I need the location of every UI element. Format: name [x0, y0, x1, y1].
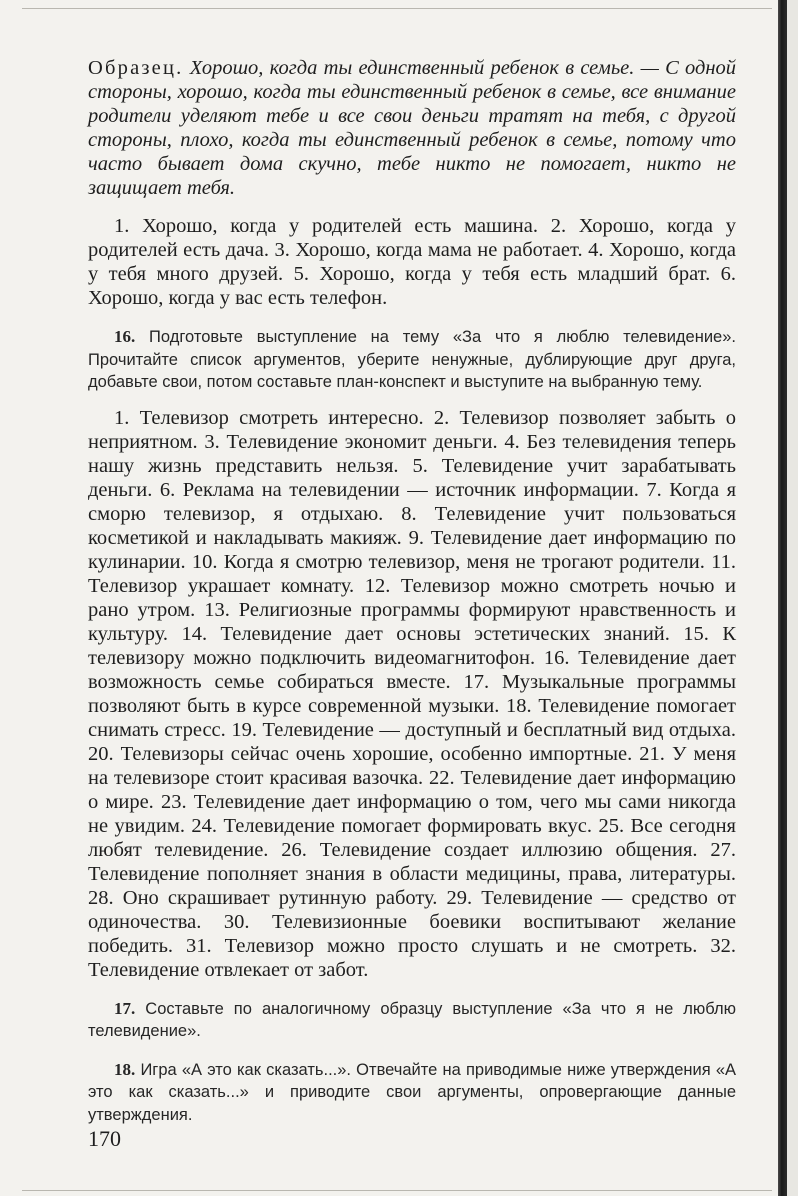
sample-lead: Образец.: [88, 57, 184, 79]
page-number: 170: [88, 1126, 121, 1151]
task-16-text: Подготовьте выступление на тему «За что я люблю телевидение». Прочитайте список аргументов, уберите ненужные, дублирующие друг друга, добавьте свои, потом составьте план-конспект и выступите на выбранную тему.: [88, 328, 736, 391]
task-17: [88, 998, 736, 1043]
sample-paragraph: [88, 56, 736, 200]
list-two: 1. Телевизор смотреть интересно. 2. Телевизор позволяет забыть о неприятном. 3. Телевидение экономит деньги. 4. Без телевидения теперь нашу жизнь представить нельзя. 5. Телевидение учит зарабатывать деньги. 6. Реклама на телевидении — источник информации. 7. Когда я сморю телевизор, я отдыхаю. 8. Телевидение учит пользоваться косметикой и накладывать макияж. 9. Телевидение дает информацию по кулинарии. 10. Когда я смотрю телевизор, меня не трогают родители. 11. Телевизор украшает комнату. 12. Телевизор можно смотреть ночью и рано утром. 13. Религиозные программы формируют нравственность и культуру. 14. Телевидение дает основы эстетических знаний. 15. К телевизору можно подключить видеомагнитофон. 16. Телевидение дает возможность семье собираться вместе. 17. Музыкальные программы позволяют быть в курсе современной музыки. 18. Телевидение помогает снимать стресс. 19. Телевидение — доступный и бесплатный вид отдыха. 20. Телевизоры сейчас очень хорошие, особенно импортные. 21. У меня на телевизоре стоит красивая вазочка. 22. Телевидение дает информацию о мире. 23. Телевидение дает информацию о том, чего мы сами никогда не увидим. 24. Телевидение помогает формировать вкус. 25. Все сегодня любят телевидение. 26. Телевидение создает иллюзию общения. 27. Телевидение пополняет знания в области медицины, права, литературы. 28. Оно скрашивает рутинную работу. 29. Телевидение — средство от одиночества. 30. Телевизионные боевики воспитывают желание победить. 31. Телевизор можно просто слушать и не смотреть. 32. Телевидение отвлекает от забот.: [88, 406, 736, 981]
page-edge: [787, 0, 798, 1196]
book-spine-shadow: [778, 0, 787, 1196]
top-edge-rule: [22, 8, 772, 9]
task-17-number: 17.: [114, 998, 136, 1018]
sample-text: Хорошо, когда ты единственный ребенок в семье. — С одной стороны, хорошо, когда ты единственный ребенок в семье, все внимание родители уделяют тебе и все свои деньги тратят на тебя, с другой стороны, плохо, когда ты единственный ребенок в семье, потому что часто бывает дома скучно, тебе никто не помогает, никто не защищает тебя.: [88, 57, 736, 199]
page-body: [88, 56, 736, 1126]
task-18-number: 18.: [114, 1059, 136, 1079]
task-16-number: 16.: [114, 327, 136, 346]
task-17-text: Составьте по аналогичному образцу выступление «За что я не люблю телевидение».: [88, 999, 736, 1040]
bottom-edge-rule: [22, 1190, 772, 1191]
list-one: 1. Хорошо, когда у родителей есть машина. 2. Хорошо, когда у родителей есть дача. 3. Хорошо, когда мама не работает. 4. Хорошо, когда у тебя много друзей. 5. Хорошо, когда у тебя есть младший брат. 6. Хорошо, когда у вас есть телефон.: [88, 215, 736, 309]
task-18-text: Игра «А это как сказать...». Отвечайте на приводимые ниже утверждения «А это как сказать...» и приводите свои аргументы, опровергающие данные утверждения.: [88, 1060, 736, 1124]
task-16: [88, 326, 736, 394]
task-18: [88, 1059, 736, 1127]
